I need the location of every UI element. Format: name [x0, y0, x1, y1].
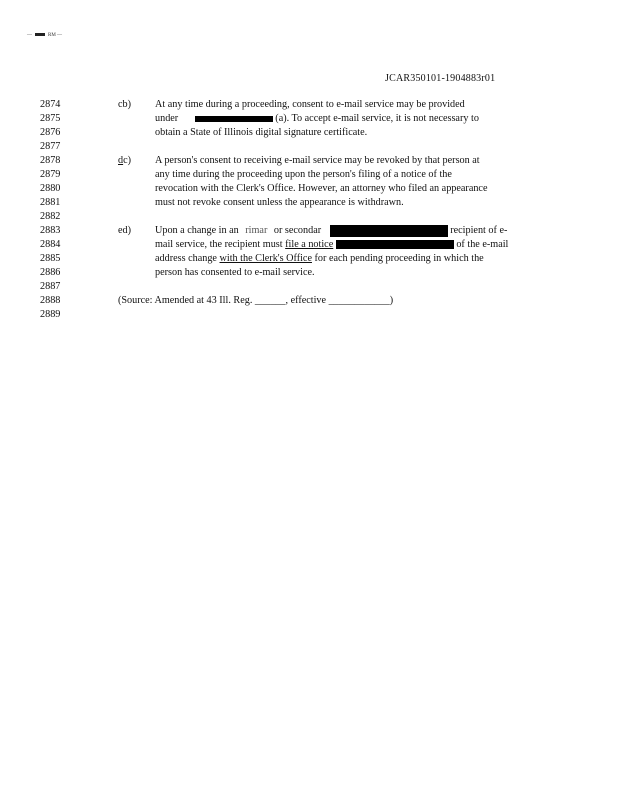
- line-text: [155, 112, 479, 126]
- text-segment: under: [155, 113, 179, 124]
- text-segment: mail service, the recipient must: [155, 239, 283, 250]
- line-number: 2880: [40, 183, 61, 194]
- redaction-box: [336, 240, 454, 249]
- line-number: 2883: [40, 225, 61, 236]
- text-segment: of the e-mail: [456, 239, 509, 250]
- line-number: 2876: [40, 127, 61, 138]
- line-number: 2877: [40, 141, 61, 152]
- line-number: 2887: [40, 281, 61, 292]
- line-2883: [0, 224, 618, 238]
- line-number: 2878: [40, 155, 61, 166]
- subsection-marker: cb): [118, 99, 132, 110]
- line-number: 2875: [40, 113, 61, 124]
- line-2880: [0, 182, 618, 196]
- line-2876: [0, 126, 618, 140]
- text-segment: for each pending proceeding in which the: [314, 253, 484, 264]
- line-2879: [0, 168, 618, 182]
- line-2884: [0, 238, 618, 252]
- line-text: At any time during a proceeding, consent to e-mail service may be provided: [155, 99, 465, 110]
- line-number: 2879: [40, 169, 61, 180]
- inserted-text: with the Clerk's Office: [219, 253, 312, 264]
- line-number: 2882: [40, 211, 61, 222]
- text-segment: Upon a change in an: [155, 225, 239, 236]
- line-2882: [0, 210, 618, 224]
- corner-mark: — RM —: [27, 33, 63, 38]
- line-text: any time during the proceeding upon the person's filing of a notice of the: [155, 169, 452, 180]
- text-segment: (a). To accept e-mail service, it is not necessary to: [275, 113, 479, 124]
- line-number: 2886: [40, 267, 61, 278]
- line-2886: [0, 266, 618, 280]
- marker-rest: c): [123, 155, 132, 166]
- line-text: [155, 224, 507, 238]
- line-2888: [0, 294, 618, 308]
- line-number: 2889: [40, 309, 61, 320]
- corner-mark-text: RM: [48, 33, 56, 38]
- subsection-marker: [118, 154, 131, 168]
- corner-mark-bar: [35, 33, 45, 36]
- line-text: must not revoke consent unless the appearance is withdrawn.: [155, 197, 404, 208]
- line-text: person has consented to e-mail service.: [155, 267, 315, 278]
- line-number: 2874: [40, 99, 61, 110]
- subsection-marker: ed): [118, 225, 132, 236]
- line-2885: [0, 252, 618, 266]
- line-text: A person's consent to receiving e-mail service may be revoked by that person at: [155, 155, 480, 166]
- line-2877: [0, 140, 618, 154]
- line-text: [155, 238, 508, 252]
- line-number: 2881: [40, 197, 61, 208]
- line-2878: [0, 154, 618, 168]
- line-text: obtain a State of Illinois digital signature certificate.: [155, 127, 368, 138]
- inserted-text: file a notice: [285, 239, 334, 250]
- text-segment: rimar: [245, 225, 268, 236]
- document-id: JCAR350101-1904883r01: [385, 73, 496, 84]
- text-segment: address change: [155, 253, 217, 264]
- redaction-box: [330, 225, 448, 237]
- line-number: 2885: [40, 253, 61, 264]
- line-number: 2888: [40, 295, 61, 306]
- line-2881: [0, 196, 618, 210]
- line-2887: [0, 280, 618, 294]
- line-2874: [0, 98, 618, 112]
- text-segment: or secondar: [273, 225, 322, 236]
- line-2875: [0, 112, 618, 126]
- line-2889: [0, 308, 618, 322]
- text-segment: recipient of e-: [450, 225, 508, 236]
- source-note: (Source: Amended at 43 Ill. Reg. ______, effective ____________): [118, 295, 394, 306]
- line-text: [155, 252, 484, 266]
- line-number: 2884: [40, 239, 61, 250]
- marker-inserted: d: [118, 155, 124, 166]
- redaction-box: [195, 116, 273, 122]
- line-text: revocation with the Clerk's Office. However, an attorney who filed an appearance: [155, 183, 488, 194]
